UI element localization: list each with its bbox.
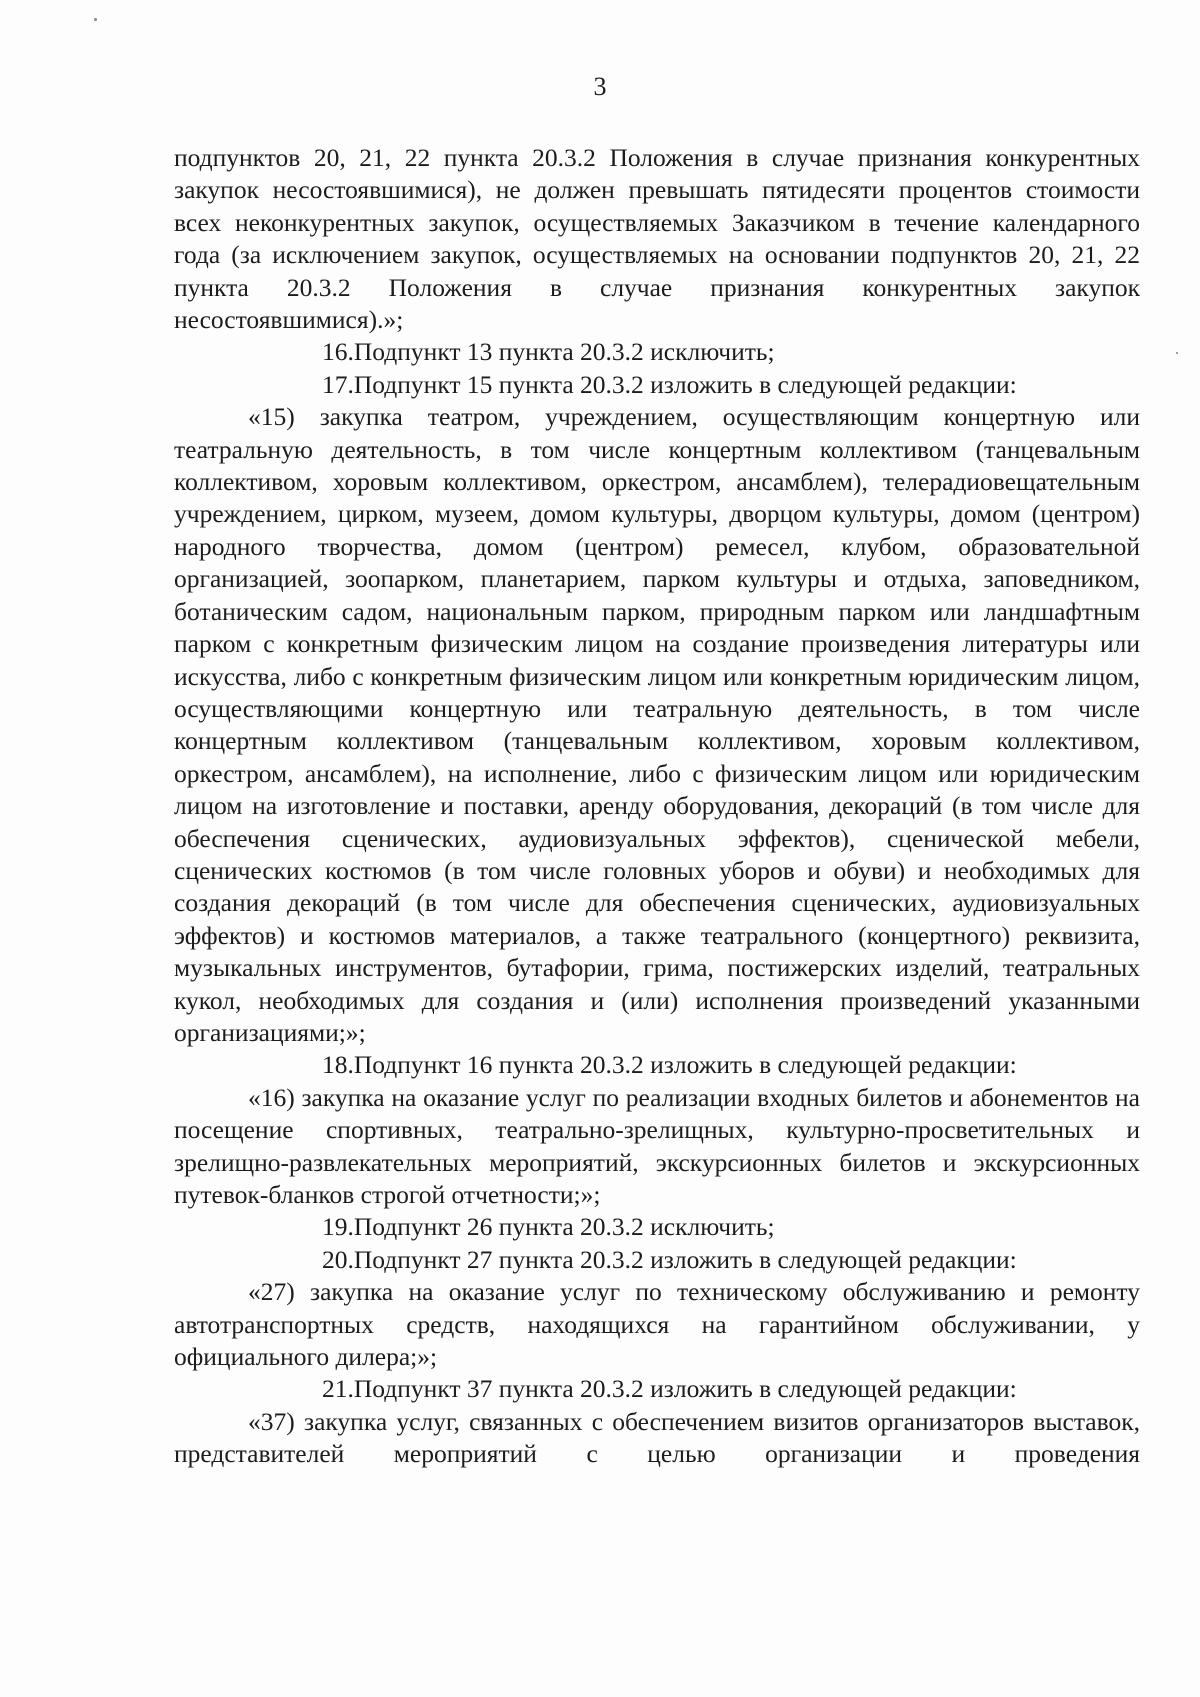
item-text: Подпункт 26 пункта 20.3.2 исключить; — [353, 1212, 775, 1242]
item-number: 20. — [322, 1244, 354, 1274]
item-number: 19. — [322, 1212, 354, 1242]
scan-speck — [94, 18, 97, 21]
list-item-18 — [174, 1049, 1140, 1081]
item-text: Подпункт 37 пункта 20.3.2 изложить в следующей редакции: — [353, 1374, 1017, 1404]
list-item-17 — [174, 369, 1140, 401]
list-item-16 — [174, 336, 1140, 368]
item-text: Подпункт 16 пункта 20.3.2 изложить в следующей редакции: — [353, 1050, 1017, 1080]
item-number: 16. — [322, 337, 354, 367]
list-item-19 — [174, 1211, 1140, 1243]
quoted-subpoint-37: «37) закупка услуг, связанных с обеспечением визитов организаторов выставок, представителей мероприятий с целью организации и проведения — [174, 1406, 1140, 1469]
item-number: 18. — [322, 1050, 354, 1080]
item-number: 21. — [322, 1374, 354, 1404]
list-item-20 — [174, 1244, 1140, 1276]
item-number: 17. — [322, 369, 354, 399]
item-text: Подпункт 13 пункта 20.3.2 исключить; — [353, 337, 775, 367]
quoted-subpoint-15: «15) закупка театром, учреждением, осуществляющим концертную или театральную деятельность, в том числе концертным коллективом (танцевальным коллективом, хоровым коллективом, оркестром, ансамблем), телерадиовещательным учреждением, цирком, музеем, домом культуры, дворцом культуры, домом (центром) народного творчества, домом (центром) ремесел, клубом, образовательной организацией, зоопарком, планетарием, парком культуры и отдыха, заповедником, ботаническим садом, национальным парком, природным парком или ландшафтным парком с конкретным физическим лицом на создание произведения литературы или искусства, либо с конкретным физическим лицом или конкретным юридическим лицом, осуществляющими концертную или театральную деятельность, в том числе концертным коллективом (танцевальным коллективом, хоровым коллективом, оркестром, ансамблем), на исполнение, либо с физическим лицом или юридическим лицом на изготовление и поставки, аренду оборудования, декораций (в том числе для обеспечения сценических, аудиовизуальных эффектов), сценической мебели, сценических костюмов (в том числе головных уборов и обуви) и необходимых для создания декораций (в том числе для обеспечения сценических, аудиовизуальных эффектов) и костюмов материалов, а также театрального (концертного) реквизита, музыкальных инструментов, бутафории, грима, постижерских изделий, театральных кукол, необходимых для создания и (или) исполнения произведений указанными организациями;»; — [174, 402, 1140, 1047]
item-text: Подпункт 27 пункта 20.3.2 изложить в следующей редакции: — [353, 1244, 1017, 1274]
page-number: 3 — [593, 72, 607, 101]
list-item-21 — [174, 1373, 1140, 1405]
quoted-subpoint-16: «16) закупка на оказание услуг по реализации входных билетов и абонементов на посещение спортивных, театрально-зрелищных, культурно-просветительных и зрелищно-развлекательных мероприятий, экскурсионных билетов и экскурсионных путевок-бланков строгой отчетности;»; — [174, 1082, 1140, 1209]
quoted-subpoint-27: «27) закупка на оказание услуг по техническому обслуживанию и ремонту автотранспортных средств, находящихся на гарантийном обслуживании, у официального дилера;»; — [174, 1277, 1140, 1372]
document-body — [174, 142, 1140, 1471]
item-text: Подпункт 15 пункта 20.3.2 изложить в следующей редакции: — [353, 369, 1017, 399]
paragraph-continuation: подпунктов 20, 21, 22 пункта 20.3.2 Положения в случае признания конкурентных закупок несостоявшимися), не должен превышать пятидесяти процентов стоимости всех неконкурентных закупок, осуществляемых Заказчиком в течение календарного года (за исключением закупок, осуществляемых на основании подпунктов 20, 21, 22 пункта 20.3.2 Положения в случае признания конкурентных закупок несостоявшимися).»; — [174, 143, 1140, 335]
scan-speck — [1176, 352, 1178, 354]
